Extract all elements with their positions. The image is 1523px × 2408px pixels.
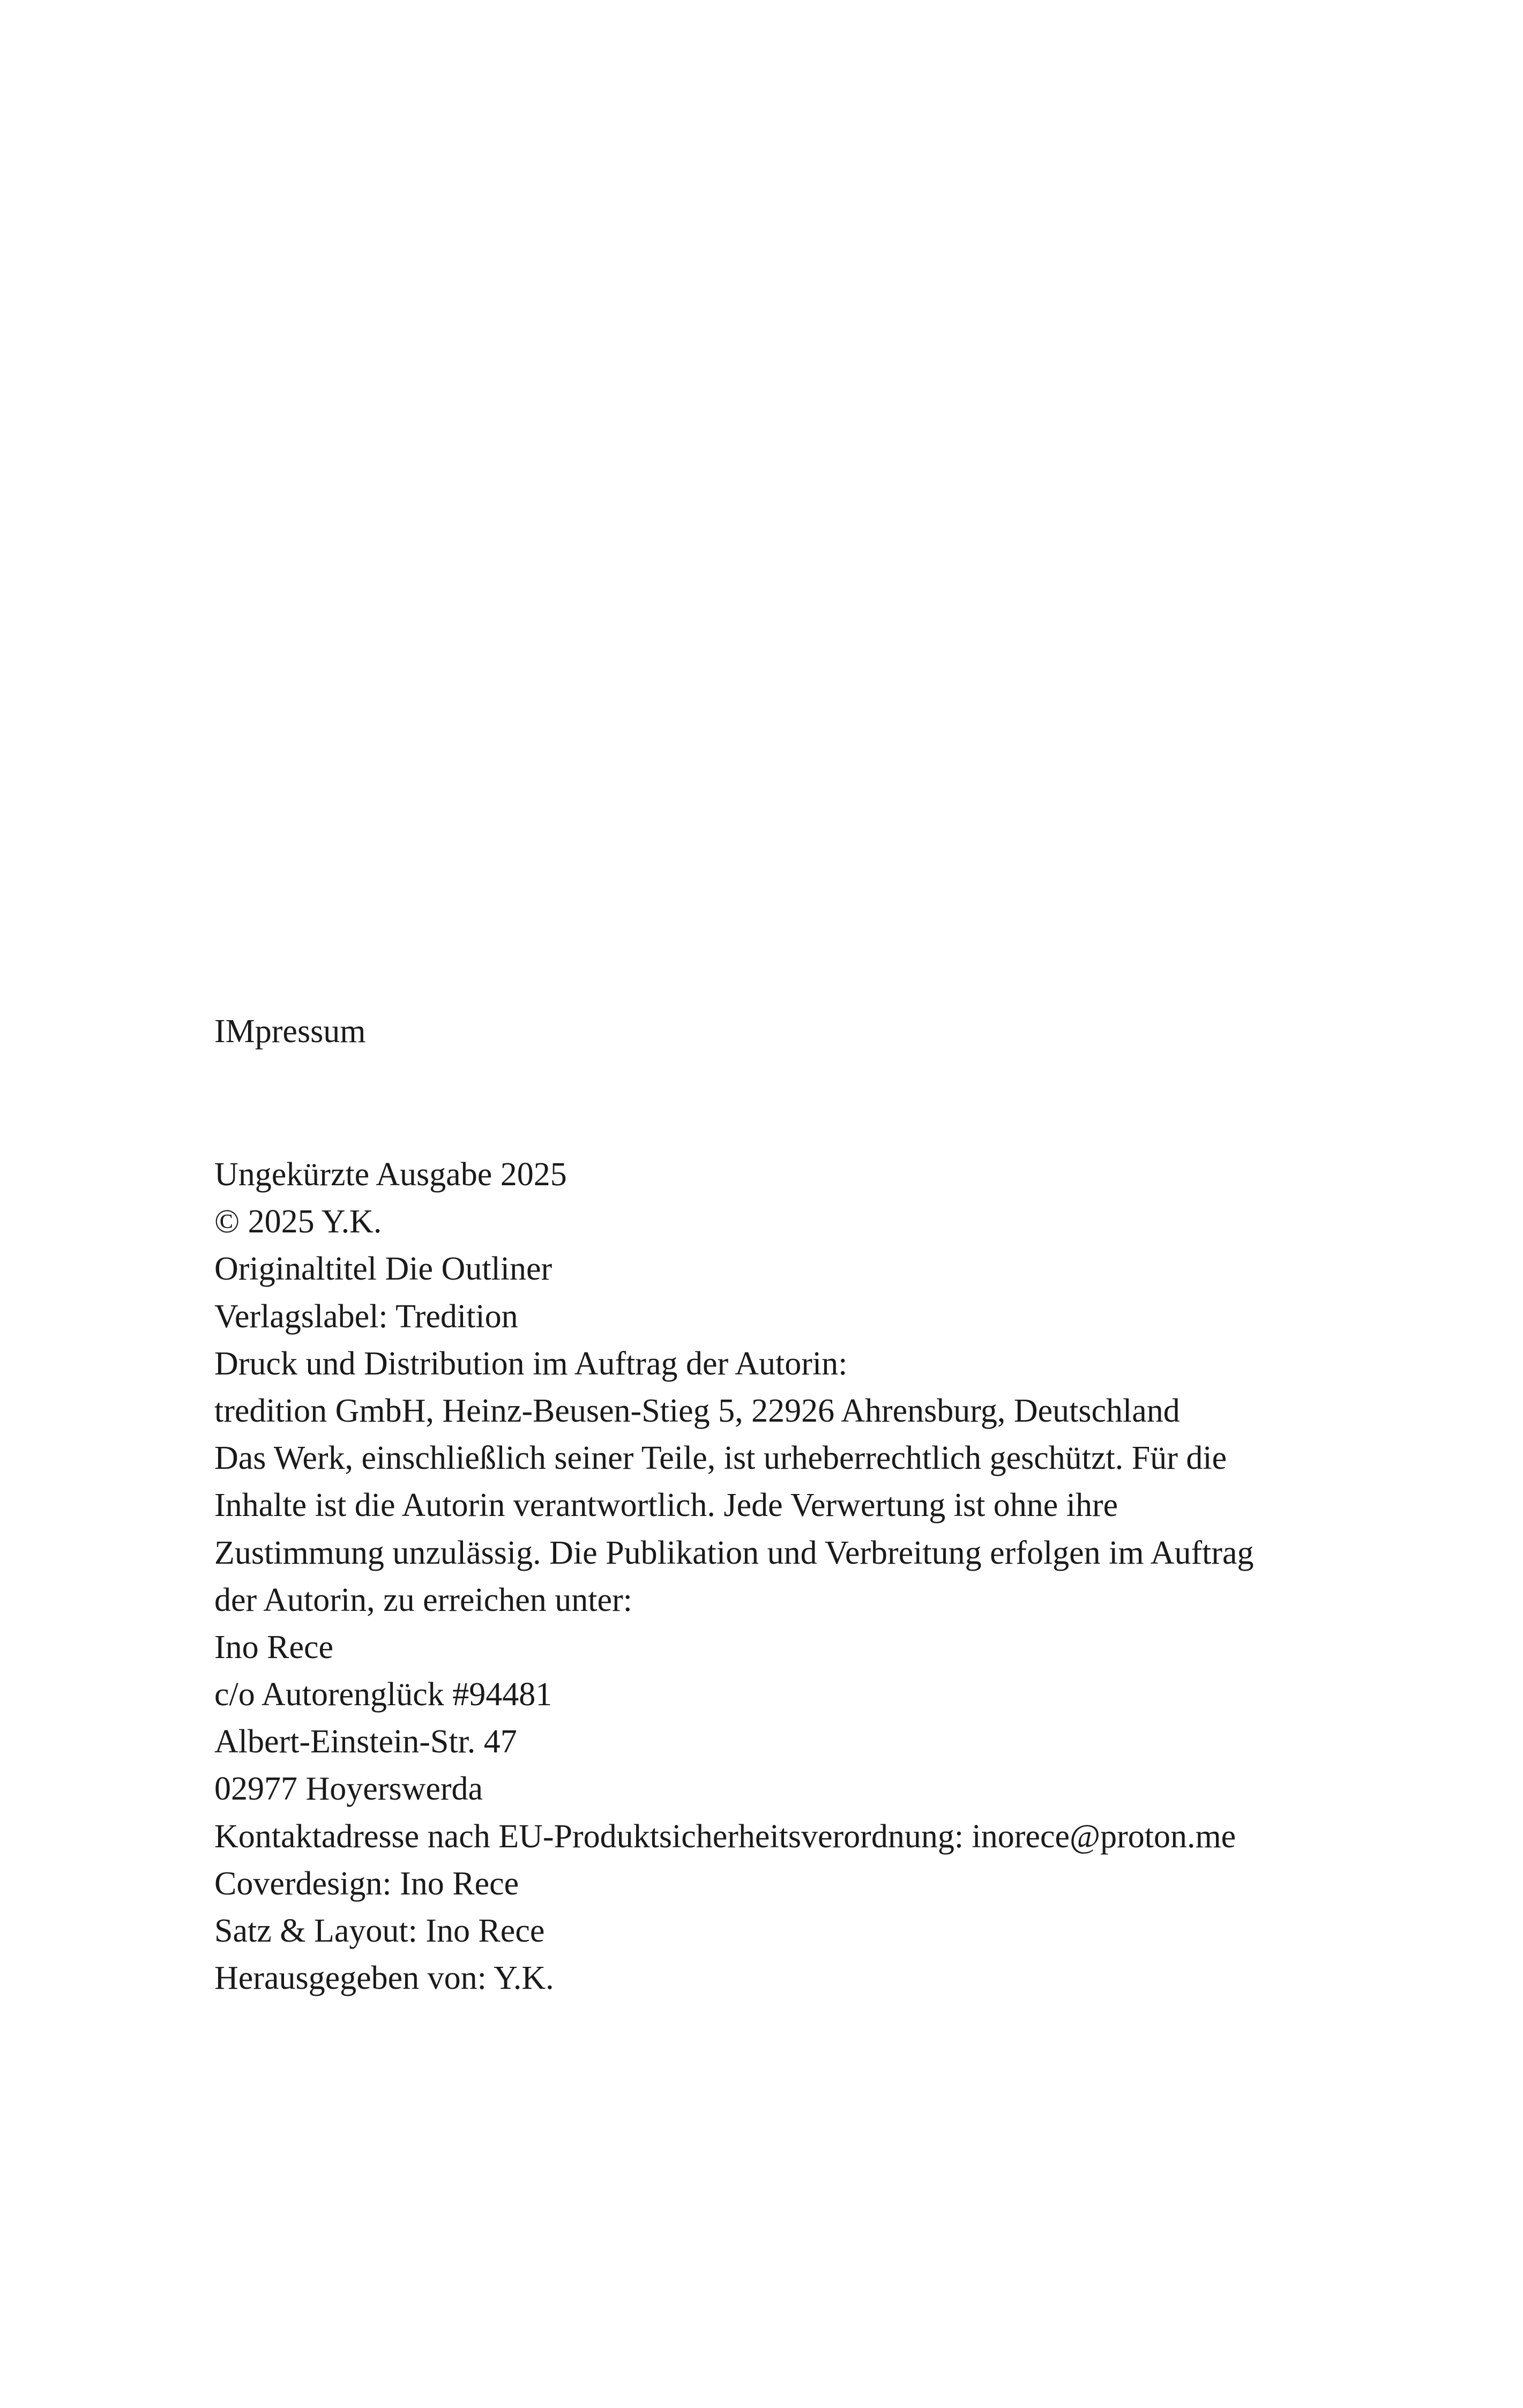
imprint-rights-line-4: der Autorin, zu erreichen unter: <box>214 1581 632 1618</box>
imprint-copyright: © 2025 Y.K. <box>214 1203 382 1240</box>
imprint-rights-line-2: Inhalte ist die Autorin verantwortlich. Jede Verwertung ist ohne ihre <box>214 1487 1118 1524</box>
imprint-distributor-address: tredition GmbH, Heinz-Beusen-Stieg 5, 22926 Ahrensburg, Deutschland <box>214 1392 1180 1429</box>
imprint-publisher-label: Verlagslabel: Tredition <box>214 1298 518 1335</box>
imprint-editor: Herausgegeben von: Y.K. <box>214 1960 554 1997</box>
imprint-contact-name: Ino Rece <box>214 1629 334 1666</box>
imprint-cover-design: Coverdesign: Ino Rece <box>214 1865 519 1902</box>
imprint-rights-line-1: Das Werk, einschließlich seiner Teile, ist urheberrechtlich geschützt. Für die <box>214 1440 1227 1477</box>
imprint-typesetting: Satz & Layout: Ino Rece <box>214 1913 545 1949</box>
imprint-contact-street: Albert-Einstein-Str. 47 <box>214 1723 517 1760</box>
imprint-distribution: Druck und Distribution im Auftrag der Autorin: <box>214 1345 848 1382</box>
imprint-block <box>214 1151 1340 2002</box>
imprint-contact-co: c/o Autorenglück #94481 <box>214 1676 553 1713</box>
imprint-contact-email: Kontaktadresse nach EU-Produktsicherheitsverordnung: inorece@proton.me <box>214 1818 1236 1855</box>
imprint-original-title: Originaltitel Die Outliner <box>214 1251 553 1288</box>
impressum-heading: IMpressum <box>214 1013 366 1050</box>
imprint-rights-line-3: Zustimmung unzulässig. Die Publikation und Verbreitung erfolgen im Auftrag <box>214 1534 1254 1571</box>
imprint-edition: Ungekürzte Ausgabe 2025 <box>214 1156 567 1193</box>
imprint-contact-city: 02977 Hoyerswerda <box>214 1771 483 1808</box>
